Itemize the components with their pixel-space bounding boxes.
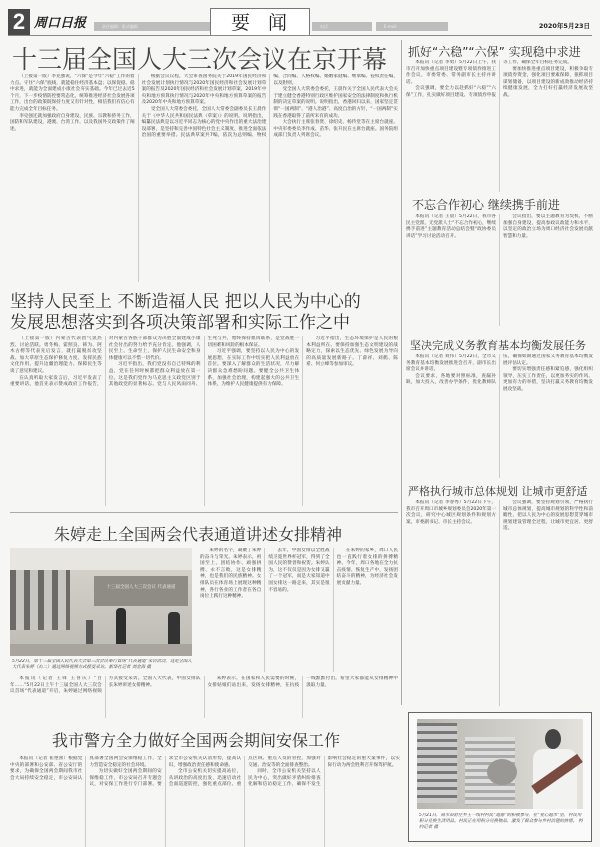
paragraph: 习近平指出，生态环境保护是人民的根本利益所在。要保持加强生态文明建设的战略定力，探索以生态优先、绿色发展为导向的高质量发展新路子。丁薛祥、刘鹤、陈希、何立峰等参加审议。 (306, 336, 398, 368)
paragraph: 在朱婷的家乡，周口人民也一直践行着女排的拼搏精神。今年，周口各地在全力抗击疫情、恢复生产中，发扬团结奋斗的精神，为经济社会发展贡献力量。 (336, 548, 398, 586)
paragraph: 在认真听取大家发言后，习近平发表了重要讲话。他首先表示赞成政府工作报告，对内蒙古各族干部群众为决胜全面建成小康社会付出的努力给予充分肯定。他强调，人民至上、生命至上，保护人民生命安全和身体健康可以不惜一切代价。 (10, 336, 201, 388)
paragraph: 朱婷表示，在国家和人民需要的时候，女排姑娘们站出来，发扬女排精神，在抗疫一线默默付出。希望大家都能从女排精神中汲取力量。 (207, 676, 398, 688)
paragraph: 全市公安机关切实提高站位，从讲政治的高度出发，迅速启动社会面巡逻防控，强化重点部位、重点区域、重点人员的管控，加强对交通、治安等的全面排查整治。 (168, 756, 321, 788)
newspaper-logo: 周口日报 (34, 16, 87, 31)
photo-banner: 十三届全国人大三次会议 代表通道 (94, 576, 188, 606)
story2-headline-line1: 坚持人民至上 不断造福人民 把以人民为中心的 (10, 292, 361, 312)
lead-body (10, 74, 398, 282)
paragraph: 本报讯（记者 刘伟）5月22日，全市义务教育基本均衡发展推进会召开，副市长出席会议并讲话。 (406, 354, 496, 373)
right-a3-body (406, 354, 593, 478)
page-number: 2 (8, 9, 30, 35)
right-photo (417, 719, 583, 809)
right-a3-headline: 坚决完成义务教育基本均衡发展任务 (410, 339, 586, 352)
column-divider (401, 40, 402, 705)
right-photo-box (408, 712, 592, 842)
contact-bar: 电话 (312, 22, 372, 31)
story3-body-right (200, 548, 398, 672)
editor-bar: 责任编辑 · 版式编辑 (94, 22, 210, 31)
paragraph: 本报讯（记者 李勇）5月22日上午，我市召开加快重点项目建设暨专项债券推进工作会议，市委常委、常务副市长主持并讲话。 (406, 60, 496, 85)
paragraph: 为切实做好全国两会期间的安保维稳工作，市公安局召开专题会议，对安保工作进行专门部署。要求全市公安机关认清形势，提高认识，增强政治责任感和使命感。 (89, 756, 242, 788)
paragraph: 习近平指出，我们党没有自己特殊的利益，党在任何时候都把群众利益放在第一位。这是我们党作为马克思主义政党区别于其他政党的显著标志。党与人民风雨同舟、生死与共，始终保持血肉联系，是党战胜一切困难和风险的根本保证。 (108, 336, 300, 388)
paragraph: 李克强还就加强政府自身建设、民族、宗教和侨务工作，国防和军队建设，港澳、台湾工作，以及我国外交政策作了阐述。 (10, 113, 135, 132)
paragraph: 本报讯（记者 李春秀）5月22日下午，我市召开周口市城乡规划委员会2020年第一次会议，研究中心城区规划条件和规划方案。市委副书记、市长主持会议。 (406, 500, 496, 525)
right-a1-headline: 抓好“六稳”“六保” 实现稳中求进 (408, 45, 581, 59)
story2-body (10, 336, 398, 506)
story3-photo (10, 548, 192, 656)
story2-headline-line2: 发展思想落实到各项决策部署和实际工作之中 (10, 313, 350, 333)
paragraph: 本报讯（记者 王锋 王喜庆）“百年……”5月22日上午十三届全国人大三次会议首场“代表通道”开启，朱婷通过网络视频方式接受采访。全国人大代表、中国女排队长朱婷讲述女排精神。 (10, 676, 201, 695)
story3-body-bottom (10, 676, 398, 718)
header-rule (8, 35, 592, 36)
paragraph: 要切实增强责任感和紧迫感，强化组织领导，压实工作责任，以更加务实的作风、更加有力的举措，坚决打赢义务教育均衡发展攻坚战。 (503, 367, 593, 392)
story4-body (10, 756, 400, 847)
right-a2-headline: 不忘合作初心 继续携手前进 (412, 198, 560, 212)
paragraph: 同时，全市公安机关坚持以人民为中心，突出做好矛盾纠纷排查化解和信访稳定工作，确保不发生影响社会稳定的重大案事件，以实际行动为两会胜利召开保驾护航。 (248, 756, 400, 788)
right-photo-caption: 5月21日，商水县舒庄乡王一线村村民“道德”的积极参与，在“爱心超市”里，村民用积分兑换生活用品。村民正在用积分兑换物品，激发了群众参与乡村治理的热情。 特约记者 摄 (419, 813, 583, 831)
right-a2-body (406, 214, 593, 326)
paragraph: 朱婷的名字，凝聚了朱婷的奋斗与荣光。朱婷表示，祖国至上、团结协作、顽强拼搏、永不言败，这是女排精神，也是我们的民族精神。女排队员在体育场上展现这种精神，各行各业的工作者在各自岗位上践行这种精神。 (200, 548, 262, 600)
paragraph: 会议强调，要坚持规划引领，严格执行城市总体规划，提高城市规划的科学性和前瞻性，把以人民为中心的发展思想贯穿城市规划建设管理全过程，让城市更宜居、更舒适。 (503, 500, 593, 532)
paragraph: 大会执行主席张春贤、徐绍史、杨传堂等在主席台就座。中央军委委员李作成、苗华、张升民在主席台就座。国务院组成部门负责人列席会议。 (273, 120, 398, 139)
right-a4-headline: 严格执行城市总体规划 让城市更舒适 (408, 485, 588, 498)
right-a1-body (406, 60, 593, 192)
paragraph: 会议要求，各地要对照标准，查漏补缺，加大投入，改善办学条件，优化教师队伍，确保如期通过国家义务教育基本均衡发展评估认定。 (406, 354, 593, 386)
section-divider (10, 512, 398, 513)
paragraph: 受全国人大常委会委托，全国人大常委会副委员长王晨作关于《中华人民共和国民法典（草案）》的说明。说明指出，编纂民法典是以习近平同志为核心的党中央作出的重大法治建设部署，是坚持和完善中国特色社会主义制度、推进全面依法治国的重要举措。民法典草案共7编，依次为总则编、物权编、合同编、人格权编、婚姻家庭编、继承编、侵权责任编，以及附则。 (141, 74, 398, 139)
paragraph: 会议强调，要全力以赴抓好“六稳”“六保”工作，扎实做好项目建设、专项债券申报等工作，确保全年目标任务完成。 (406, 60, 572, 98)
story3-headline: 朱婷走上全国两会代表通道讲述女排精神 (54, 525, 343, 544)
lead-headline: 十三届全国人大三次会议在京开幕 (12, 45, 388, 74)
paragraph: 本报讯（记者 王晨）5月22日，我市各民主党派、无党派人士“不忘合作初心，继续携手前进”主题教育活动总结会暨“政协委员讲话”学习讨论活动召开。 (406, 214, 496, 239)
email-bar: E-mail (376, 22, 448, 31)
paragraph: （上接第一版）李克强说，“六保”是今年“六稳”工作的着力点。守住“六保”底线，就能稳住经济基本盘；以保促稳、稳中求进，就能为全面建成小康社会夯实基础。今年已过去近5个月，下一步疫情防控要常态化，统筹推进经济社会发展各项工作，出台的政策既保持力度又有针对性，相信我们有信心有能力完成全年目标任务。 (10, 74, 135, 112)
paragraph: 会议指出，要以主题教育为契机，不断加强自身建设，提高参政议政能力和水平，以坚定的政治立场为周口经济社会发展贡献智慧和力量。 (503, 214, 593, 239)
story3-photo-caption: 5月22日，第十三届全国人民代表大会第三次会议举行首场“代表通道”采访活动，这是全国人大代表朱婷（右二）通过网络视频方式接受采访。新华社记者 刘金海 摄 (12, 659, 192, 671)
story4-headline: 我市警方全力做好全国两会期间安保工作 (52, 731, 341, 750)
section-title: 要闻 (210, 8, 310, 36)
paragraph: 去年，中国女排以全胜战绩卫冕世界杯冠军，得到了全国人民的赞誉和祝贺。朱婷认为，这不仅仅是因为女排又赢了一个冠军，而是大家知道中国女排这一路走来，其实是很不容易的。 (268, 548, 330, 593)
paragraph: （上接第一版）内蒙古代表团气氛热烈、讨论活跃。勇冬梅、霍照良、韩为、阿木古楞等代表先后发言，就打赢脱贫攻坚战、加大草原生态保护修复力度、发挥民族文化作用、提升边疆治理能力、保障民生等谈了意见和建议。 (10, 336, 102, 374)
paragraph: 本报讯（记者 崔艳蕾）根据党中央的部署和公安部、省公安厅的要求，为确保全国两会期间我市社会大局持续安全稳定，市公安局认真部署全国两会安保维稳工作，全力营造安全稳定的社会环境。 (10, 756, 162, 781)
issue-date: 2020年5月23日 (538, 22, 590, 30)
paragraph: 受全国人大常委会委托，王晨作关于全国人民代表大会关于建立健全香港特别行政区维护国家安全的法律制度和执行机制的决定草案的说明。说明指出，香港回归以来，国家坚定贯彻“一国两制”、“港人治港”、高度自治的方针，“一国两制”实践在香港取得了前所未有的成功。 (273, 87, 398, 119)
paragraph: 根据会议议程，大会审查国务院关于2019年国民经济和社会发展计划执行情况与2020年国民经济和社会发展计划草案的报告及2020年国民经济和社会发展计划草案，2019年中央和地方预算执行情况与2020年中央和地方预算草案的报告及2020年中央和地方预算草案。 (141, 74, 267, 106)
paragraph: 要加快推进重点项目建设，积极争取专项债券资金，强化项目要素保障，狠抓项目谋划储备，以项目建设的新成效推动经济持续健康发展，全力打好打赢经济发展攻坚战。 (503, 66, 593, 98)
right-a4-body (406, 500, 593, 706)
paragraph: 习近平强调，要坚持以人民为中心的发展思想，在实际工作中切实把人民利益放在首位。要深入了解群众的生活状况，尽力解决群众急难愁盼问题。要健全公共卫生体系，加强社会治理，构建起强大的公共卫生体系，为维护人民健康提供有力保障。 (207, 349, 300, 388)
